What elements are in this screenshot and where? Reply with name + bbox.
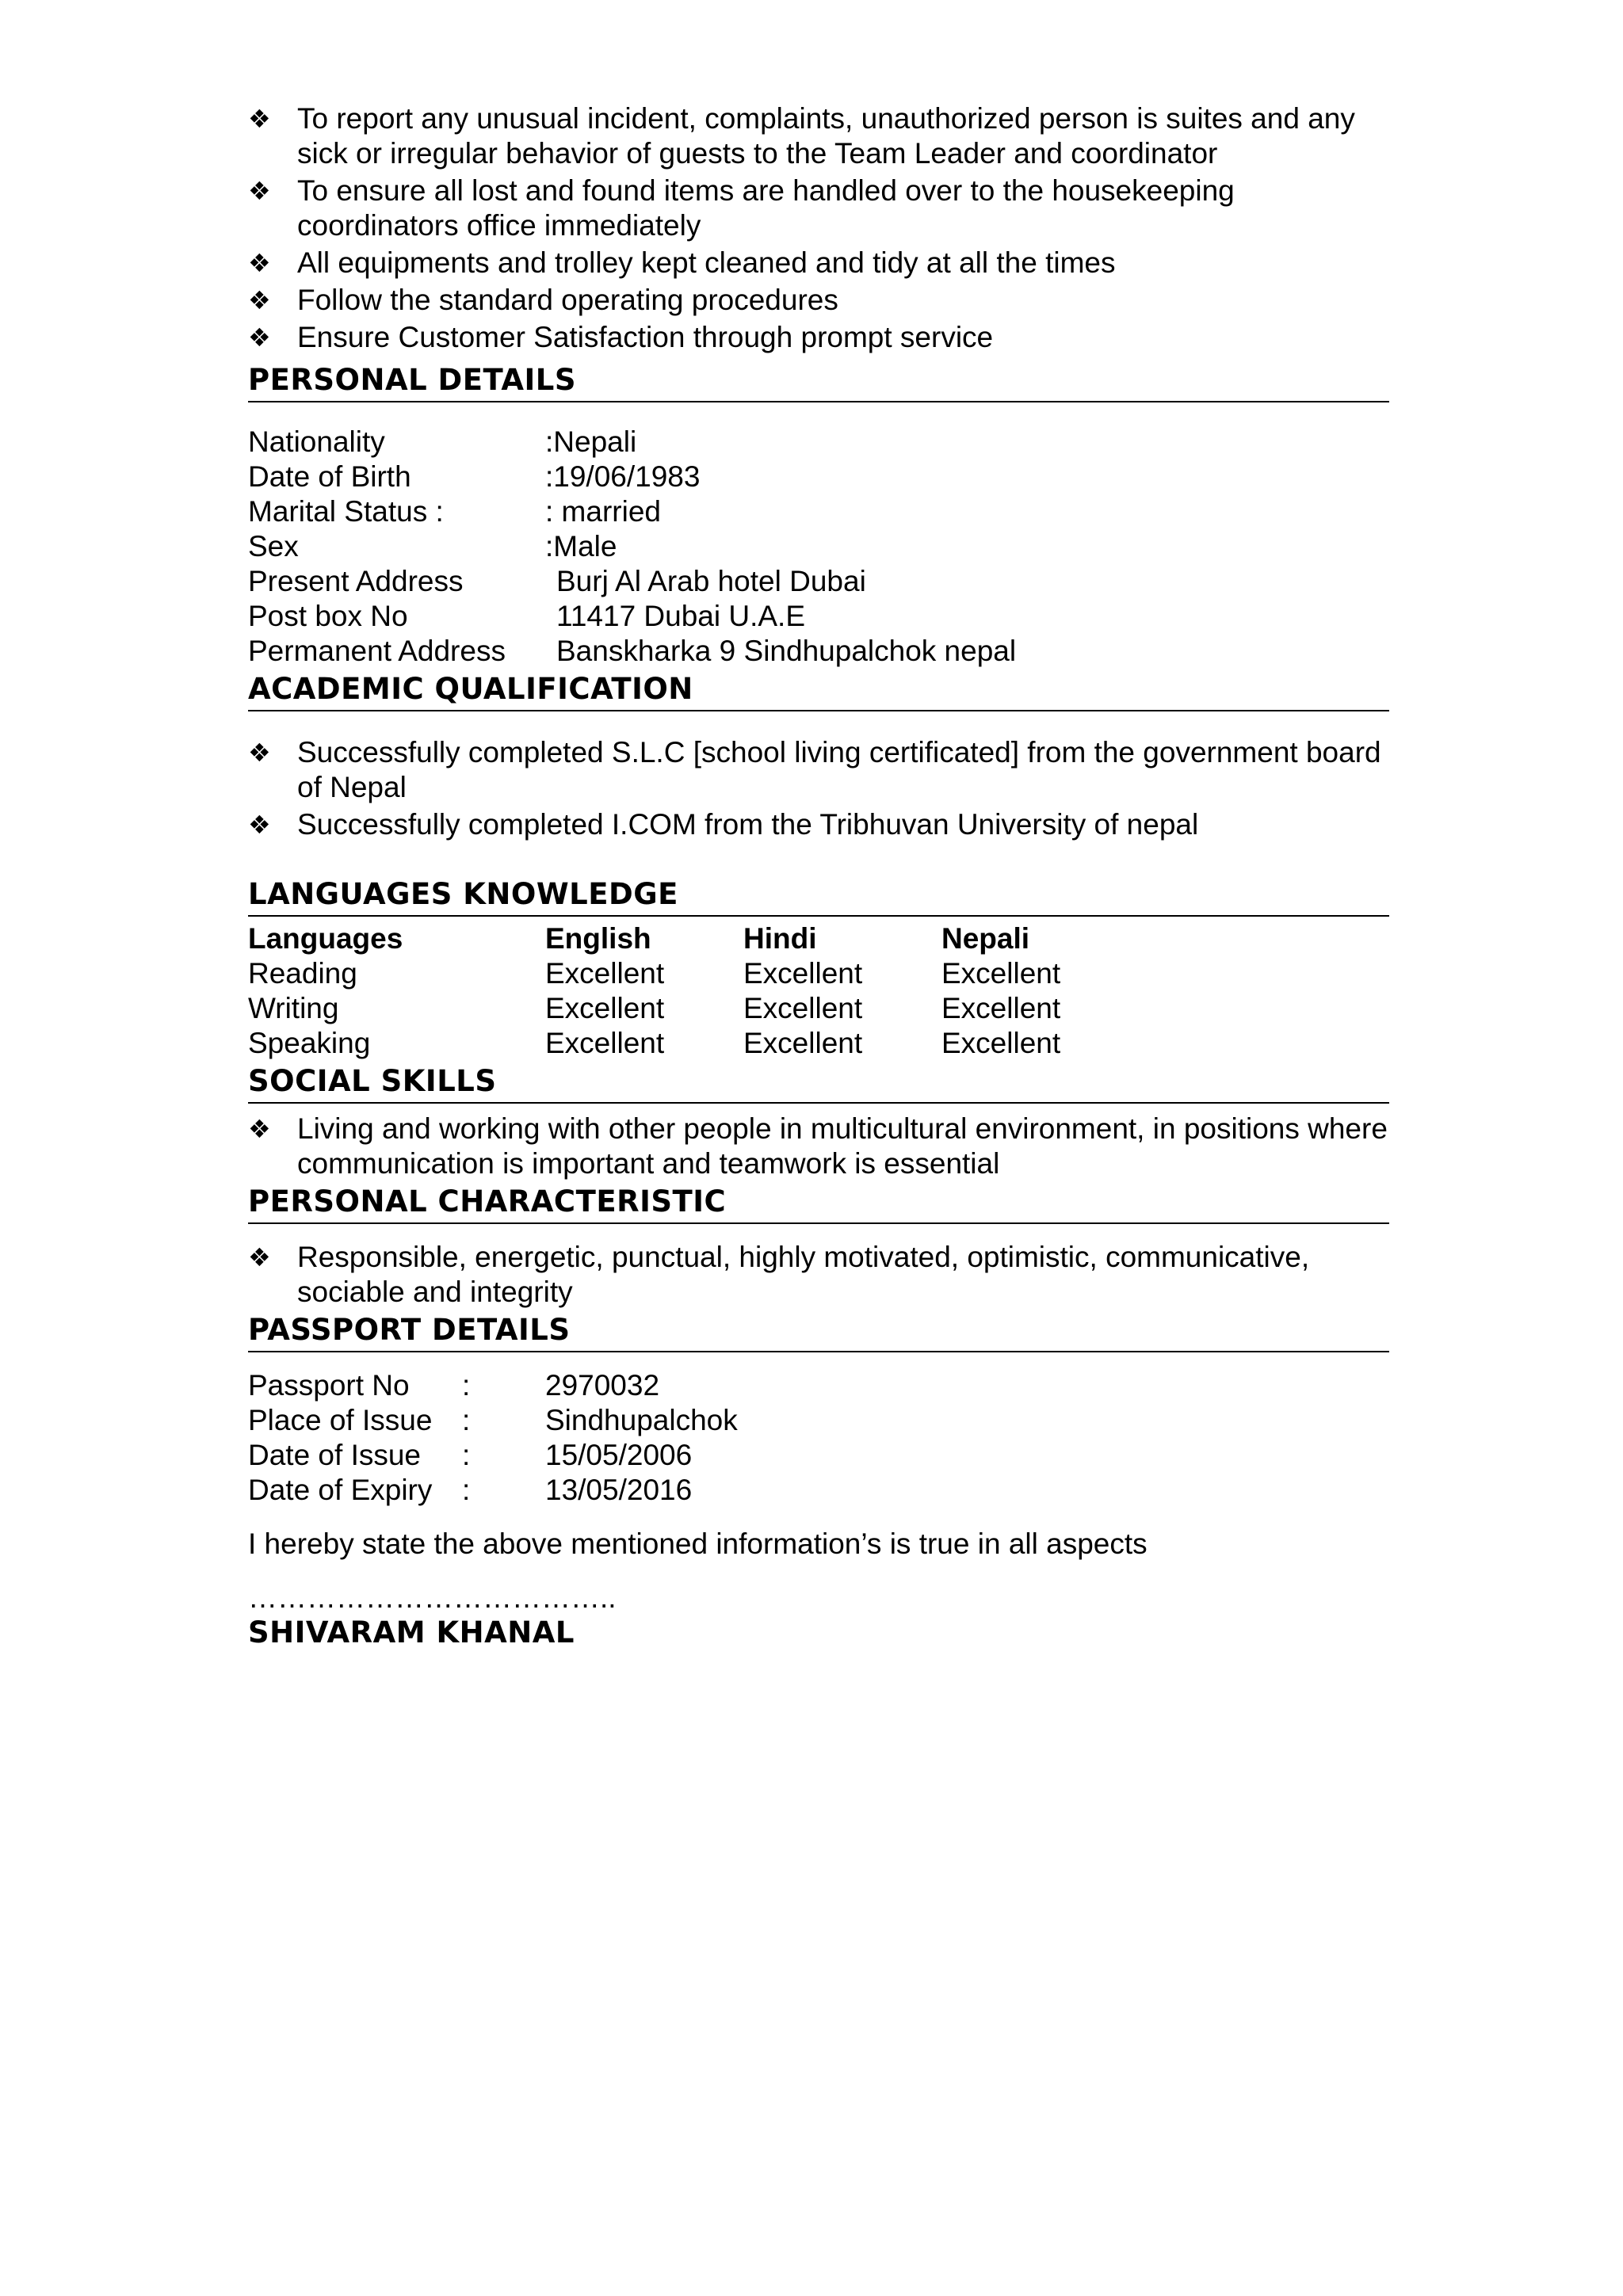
column-header: Languages bbox=[248, 922, 403, 955]
list-item: ❖ Successfully completed S.L.C [school living certificated] from the government board of Nepal bbox=[248, 736, 1381, 803]
field-value: :Male bbox=[545, 530, 617, 563]
table-row bbox=[248, 1026, 1389, 1061]
personal-characteristic-heading: PERSONAL CHARACTERISTIC bbox=[248, 1184, 1389, 1224]
field-separator: : bbox=[462, 1369, 471, 1402]
field-label: Post box No bbox=[248, 600, 408, 632]
list-item: ❖ Successfully completed I.COM from the Tribhuvan University of nepal bbox=[248, 808, 1199, 841]
signature-line: ……………………………….. bbox=[248, 1581, 617, 1614]
personal-row-nationality bbox=[248, 425, 1389, 460]
table-cell: Excellent bbox=[941, 957, 1061, 990]
field-value: Burj Al Arab hotel Dubai bbox=[556, 565, 866, 597]
personal-row-present-address bbox=[248, 564, 1389, 599]
table-cell: Excellent bbox=[545, 957, 665, 990]
characteristic-list bbox=[248, 1240, 1389, 1310]
field-value: Sindhupalchok bbox=[545, 1404, 738, 1436]
list-item: ❖ Responsible, energetic, punctual, highly motivated, optimistic, communicative, sociable and integrity bbox=[248, 1241, 1310, 1308]
field-label: Permanent Address bbox=[248, 635, 506, 667]
field-value: 15/05/2006 bbox=[545, 1439, 693, 1471]
field-value: 13/05/2016 bbox=[545, 1474, 693, 1506]
bullet-icon: ❖ bbox=[248, 322, 271, 353]
languages-table bbox=[248, 921, 1389, 1061]
list-item: ❖ All equipments and trolley kept cleaned and tidy at all the times bbox=[248, 246, 1116, 279]
table-cell: Excellent bbox=[545, 1027, 665, 1059]
field-label: Place of Issue bbox=[248, 1404, 433, 1436]
field-value: :19/06/1983 bbox=[545, 460, 701, 493]
field-label: Date of Issue bbox=[248, 1439, 422, 1471]
field-label: Present Address bbox=[248, 565, 464, 597]
personal-row-sex bbox=[248, 529, 1389, 564]
list-item: ❖ Ensure Customer Satisfaction through prompt service bbox=[248, 321, 994, 353]
table-cell: Speaking bbox=[248, 1027, 371, 1059]
column-header: Hindi bbox=[743, 922, 817, 955]
personal-details-block bbox=[248, 425, 1389, 669]
field-label: Date of Expiry bbox=[248, 1474, 433, 1506]
declaration-text: I hereby state the above mentioned information’s is true in all aspects bbox=[248, 1527, 1148, 1560]
table-cell: Writing bbox=[248, 992, 339, 1024]
field-separator: : bbox=[462, 1439, 471, 1471]
passport-row-date-of-issue bbox=[248, 1438, 1389, 1473]
passport-row-number bbox=[248, 1368, 1389, 1403]
passport-details-block bbox=[248, 1368, 1389, 1508]
table-cell: Excellent bbox=[743, 1027, 863, 1059]
passport-details-heading: PASSPORT DETAILS bbox=[248, 1313, 1389, 1352]
languages-knowledge-heading: LANGUAGES KNOWLEDGE bbox=[248, 877, 1389, 917]
column-header: Nepali bbox=[941, 922, 1030, 955]
field-separator: : bbox=[462, 1474, 471, 1506]
table-cell: Excellent bbox=[545, 992, 665, 1024]
bullet-icon: ❖ bbox=[248, 248, 271, 278]
field-value: 2970032 bbox=[545, 1369, 660, 1402]
social-skills-list bbox=[248, 1112, 1389, 1181]
passport-row-date-of-expiry bbox=[248, 1473, 1389, 1508]
duties-list bbox=[248, 101, 1389, 355]
bullet-icon: ❖ bbox=[248, 1242, 271, 1272]
field-label: Nationality bbox=[248, 425, 385, 458]
bullet-icon: ❖ bbox=[248, 285, 271, 315]
personal-row-marital-status bbox=[248, 494, 1389, 529]
table-cell: Excellent bbox=[941, 992, 1061, 1024]
personal-row-dob bbox=[248, 460, 1389, 494]
list-item: ❖ Living and working with other people in multicultural environment, in positions where communication is important and teamwork is essential bbox=[248, 1112, 1388, 1180]
bullet-icon: ❖ bbox=[248, 176, 271, 206]
field-value: Banskharka 9 Sindhupalchok nepal bbox=[556, 635, 1017, 667]
list-item: ❖ To ensure all lost and found items are handled over to the housekeeping coordinators office immediately bbox=[248, 174, 1235, 242]
table-cell: Excellent bbox=[941, 1027, 1061, 1059]
table-cell: Excellent bbox=[743, 992, 863, 1024]
table-row bbox=[248, 991, 1389, 1026]
table-cell: Excellent bbox=[743, 957, 863, 990]
field-value: :Nepali bbox=[545, 425, 637, 458]
academic-list bbox=[248, 735, 1389, 842]
field-label: Date of Birth bbox=[248, 460, 411, 493]
passport-row-place-of-issue bbox=[248, 1403, 1389, 1438]
field-label: Sex bbox=[248, 530, 299, 563]
field-value: 11417 Dubai U.A.E bbox=[556, 600, 806, 632]
list-item: ❖ To report any unusual incident, complaints, unauthorized person is suites and any sick or irregular behavior of guests to the Team Leader and coordinator bbox=[248, 102, 1355, 170]
resume-page bbox=[248, 101, 1389, 1650]
bullet-icon: ❖ bbox=[248, 1114, 271, 1144]
column-header: English bbox=[545, 922, 651, 955]
table-row bbox=[248, 956, 1389, 991]
field-separator: : bbox=[462, 1404, 471, 1436]
personal-row-permanent-address bbox=[248, 634, 1389, 669]
bullet-icon: ❖ bbox=[248, 738, 271, 768]
social-skills-heading: SOCIAL SKILLS bbox=[248, 1064, 1389, 1104]
field-label: Marital Status : bbox=[248, 495, 444, 528]
field-value: : married bbox=[545, 495, 661, 528]
list-item: ❖ Follow the standard operating procedures bbox=[248, 284, 838, 316]
table-header-row bbox=[248, 921, 1389, 956]
personal-details-heading: PERSONAL DETAILS bbox=[248, 363, 1389, 402]
personal-row-post-box bbox=[248, 599, 1389, 634]
table-cell: Reading bbox=[248, 957, 357, 990]
academic-qualification-heading: ACADEMIC QUALIFICATION bbox=[248, 672, 1389, 711]
signature-name: SHIVARAM KHANAL bbox=[248, 1615, 575, 1650]
bullet-icon: ❖ bbox=[248, 104, 271, 134]
field-label: Passport No bbox=[248, 1369, 410, 1402]
bullet-icon: ❖ bbox=[248, 810, 271, 840]
